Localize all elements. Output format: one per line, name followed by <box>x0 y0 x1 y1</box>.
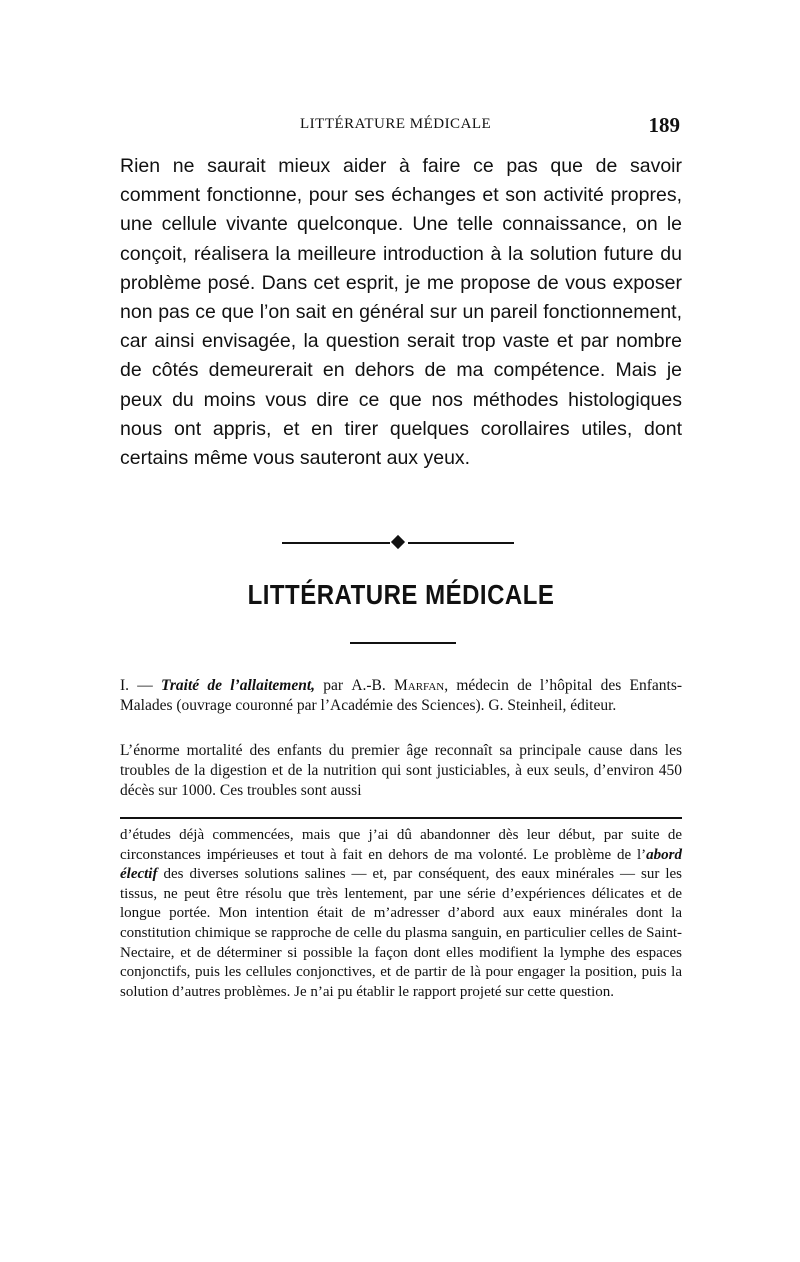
footnote <box>120 826 682 1002</box>
page-number: 189 <box>648 113 680 137</box>
book-title: Traité de l’allaitement, <box>161 677 316 694</box>
divider-line-left <box>282 542 390 544</box>
footnote-rule <box>120 817 682 819</box>
entry-author: A.-B. Marfan, <box>351 677 449 694</box>
running-head <box>120 113 680 140</box>
section-title: LITTÉRATURE MÉDICALE <box>247 579 555 611</box>
diamond-ornament-icon <box>391 535 405 549</box>
summary-paragraph: L’énorme mortalité des enfants du premier âge reconnaît sa principale cause dans les troubles de la digestion et de la nutrition qui sont justiciables, à eux seuls, d’environ 450 décès sur 1000. Ces troubles sont aussi <box>120 742 682 799</box>
footnote-text-start: d’études déjà commencées, mais que j’ai dû abandonner dès leur début, par suite de circonstances impérieuses et tout à fait en dehors de ma volonté. Le problème de l’ <box>120 827 682 863</box>
entry-by: par <box>323 677 344 694</box>
ornamental-divider <box>282 534 514 550</box>
intro-paragraph: Rien ne saurait mieux aider à faire ce pas que de savoir comment fonctionne, pour ses échanges et son activité propres, une cellule vivante quelconque. Une telle connaissance, on le conçoit, réalisera la meilleure introduction à la solution future du problème posé. Dans cet esprit, je me propose de vous exposer non pas ce que l’on sait en général sur un pareil fonctionnement, car ainsi envisagée, la question serait trop vaste et par nombre de côtés demeurerait en dehors de ma compétence. Mais je peux du moins vous dire ce que nos méthodes histologiques nous ont appris, et en tirer quelques corollaires utiles, dont certains même vous sauteront aux yeux. <box>120 155 682 470</box>
footnote-text-end: des diverses solutions salines — et, par conséquent, des eaux minérales — sur les tissus, ne peut être résolu que très lentement, par une série d’expériences délicates et de longue portée. Mon intention était de m’adresser d’abord aux eaux minérales dont la constitution chimique se rapproche de celle du plasma sanguin, en particulier celles de Saint-Nectaire, et de déterminer si possible la façon dont elles modifient la lymphe des espaces conjonctifs, puis les cellules conjonctives, et de partir de là pour engager la position, puis la solution d’autres problèmes. Je n’ai pu établir le rapport projeté sur cette question. <box>120 866 682 1000</box>
entry-details: médecin de l’hôpital des Enfants-Malades (ouvrage couronné par l’Académie des Sciences). G. Steinheil, éditeur. <box>120 677 683 714</box>
divider-line-right <box>408 542 514 544</box>
short-rule <box>350 642 456 644</box>
running-title: LITTÉRATURE MÉDICALE <box>300 116 492 132</box>
footnote-italic-term: abord électif <box>120 846 682 883</box>
bibliographic-entry <box>120 676 682 716</box>
entry-number: I. — <box>120 677 153 694</box>
